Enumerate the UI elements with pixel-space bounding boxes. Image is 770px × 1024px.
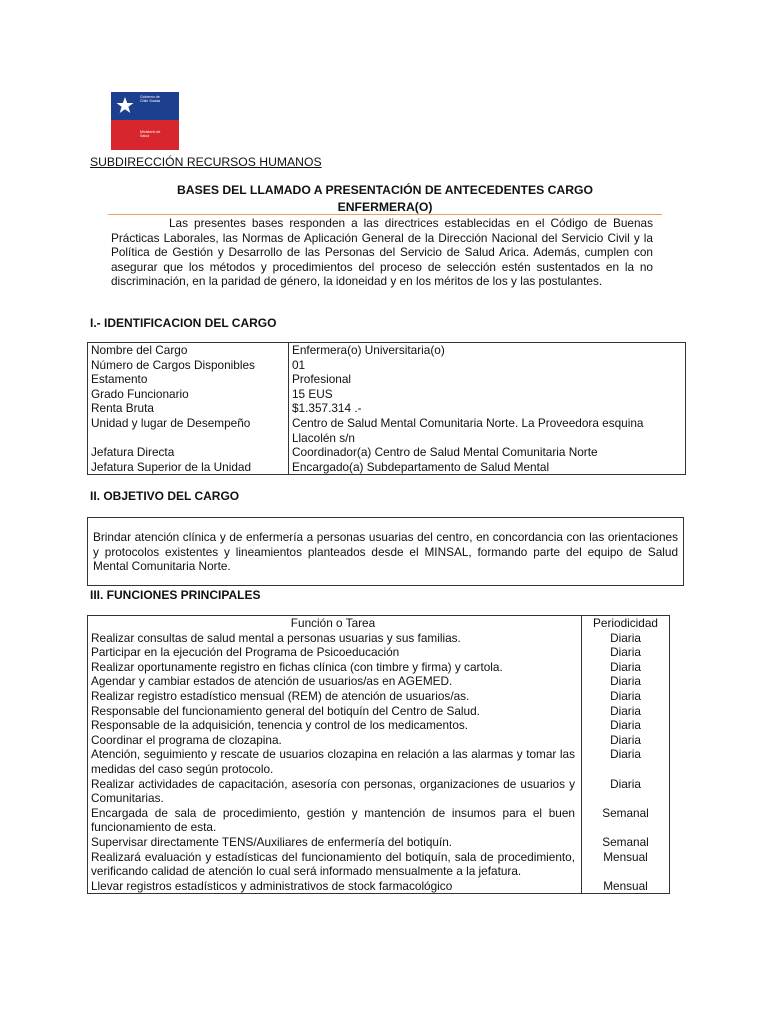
period-cell: Mensual <box>582 879 670 894</box>
period-cell: Diaria <box>582 689 670 704</box>
field-value: Coordinador(a) Centro de Salud Mental Comunitaria Norte <box>289 445 686 460</box>
field-value: Centro de Salud Mental Comunitaria Norte. La Proveedora esquina Llacolén s/n <box>289 416 686 445</box>
table-row <box>88 645 670 660</box>
task-cell: Participar en la ejecución del Programa de Psicoeducación <box>88 645 582 660</box>
logo-text-line4: Salud <box>140 134 150 138</box>
table-row <box>88 358 686 373</box>
period-cell: Diaria <box>582 747 670 776</box>
task-cell: Encargada de sala de procedimiento, gestión y mantención de insumos para el buen funcionamiento de esta. <box>88 806 582 835</box>
table-row <box>88 747 670 776</box>
table-row <box>88 401 686 416</box>
task-cell: Agendar y cambiar estados de atención de usuarios/as en AGEMED. <box>88 674 582 689</box>
field-label: Renta Bruta <box>88 401 289 416</box>
period-cell: Diaria <box>582 660 670 675</box>
intro-paragraph: Las presentes bases responden a las directrices establecidas en el Código de Buenas Prácticas Laborales, las Normas de Aplicación General de la Dirección Nacional del Servicio Civil y la Política de Gestión y Desarrollo de las Personas del Servicio de Salud Arica. Además, cumplen con asegurar que los métodos y procedimientos del proceso de selección estén sustentados en la no discriminación, en la paridad de género, la idoneidad y en los méritos de los y las postulantes. <box>111 216 653 289</box>
period-cell: Semanal <box>582 835 670 850</box>
table-row <box>88 445 686 460</box>
field-label: Nombre del Cargo <box>88 343 289 358</box>
table-row <box>88 704 670 719</box>
table-row <box>88 660 670 675</box>
field-label: Grado Funcionario <box>88 387 289 402</box>
field-value: Encargado(a) Subdepartamento de Salud Mental <box>289 460 686 475</box>
task-cell: Realizar oportunamente registro en fichas clínica (con timbre y firma) y cartola. <box>88 660 582 675</box>
task-cell: Atención, seguimiento y rescate de usuarios clozapina en relación a las alarmas y tomar las medidas del caso según protocolo. <box>88 747 582 776</box>
field-label: Estamento <box>88 372 289 387</box>
task-cell: Coordinar el programa de clozapina. <box>88 733 582 748</box>
table-row <box>88 689 670 704</box>
table-row <box>88 460 686 475</box>
period-cell: Diaria <box>582 674 670 689</box>
period-cell: Diaria <box>582 733 670 748</box>
logo-text-line2: Chile Sociaa <box>140 99 161 103</box>
funciones-header-row <box>88 616 670 631</box>
logo-text-line3: Ministerio de <box>140 130 161 134</box>
period-cell: Diaria <box>582 777 670 806</box>
field-label: Jefatura Superior de la Unidad <box>88 460 289 475</box>
table-row <box>88 718 670 733</box>
funciones-table <box>87 615 670 894</box>
period-cell: Diaria <box>582 631 670 646</box>
field-label: Número de Cargos Disponibles <box>88 358 289 373</box>
subdireccion-heading: SUBDIRECCIÓN RECURSOS HUMANOS <box>90 155 322 169</box>
period-cell: Mensual <box>582 850 670 879</box>
task-cell: Llevar registros estadísticos y administrativos de stock farmacológico <box>88 879 582 894</box>
field-value: 01 <box>289 358 686 373</box>
field-value: Profesional <box>289 372 686 387</box>
col-header-funcion: Función o Tarea <box>88 616 582 631</box>
table-row <box>88 835 670 850</box>
field-value: $1.357.314 .- <box>289 401 686 416</box>
field-label: Unidad y lugar de Desempeño <box>88 416 289 445</box>
title-divider <box>108 214 662 215</box>
table-row <box>88 372 686 387</box>
table-row <box>88 806 670 835</box>
period-cell: Diaria <box>582 718 670 733</box>
task-cell: Realizar consultas de salud mental a personas usuarias y sus familias. <box>88 631 582 646</box>
table-row <box>88 416 686 445</box>
section-3-heading: III. FUNCIONES PRINCIPALES <box>90 588 261 602</box>
field-label: Jefatura Directa <box>88 445 289 460</box>
table-row <box>88 674 670 689</box>
period-cell: Diaria <box>582 645 670 660</box>
task-cell: Supervisar directamente TENS/Auxiliares de enfermería del botiquín. <box>88 835 582 850</box>
table-row <box>88 343 686 358</box>
section-1-heading: I.- IDENTIFICACION DEL CARGO <box>90 316 277 330</box>
identificacion-table <box>87 342 686 475</box>
task-cell: Realizará evaluación y estadísticas del funcionamiento del botiquín, sala de procedimiento, verificando calidad de atención lo cual será informado mensualmente a la jefatura. <box>88 850 582 879</box>
period-cell: Semanal <box>582 806 670 835</box>
field-value: 15 EUS <box>289 387 686 402</box>
table-row <box>88 631 670 646</box>
field-value: Enfermera(o) Universitaria(o) <box>289 343 686 358</box>
table-row <box>88 850 670 879</box>
col-header-periodicidad: Periodicidad <box>582 616 670 631</box>
task-cell: Realizar actividades de capacitación, asesoría con personas, organizaciones de usuarios y Comunitarias. <box>88 777 582 806</box>
title-line-1: BASES DEL LLAMADO A PRESENTACIÓN DE ANTECEDENTES CARGO <box>177 183 593 197</box>
table-row <box>88 777 670 806</box>
gobierno-de-chile-logo <box>111 92 179 150</box>
logo-text-line1: Gobierno de <box>140 95 160 99</box>
task-cell: Responsable del funcionamiento general del botiquín del Centro de Salud. <box>88 704 582 719</box>
table-row <box>88 387 686 402</box>
table-row <box>88 879 670 894</box>
task-cell: Realizar registro estadístico mensual (REM) de atención de usuarios/as. <box>88 689 582 704</box>
document-title <box>108 182 662 216</box>
section-2-heading: II. OBJETIVO DEL CARGO <box>90 489 240 503</box>
period-cell: Diaria <box>582 704 670 719</box>
table-row <box>88 733 670 748</box>
title-line-2: ENFERMERA(O) <box>337 200 433 214</box>
objetivo-box: Brindar atención clínica y de enfermería a personas usuarias del centro, en concordancia con las orientaciones y protocolos existentes y lineamientos planteados desde el MINSAL, formando parte del equipo de Salud Mental Comunitaria Norte. <box>87 517 684 586</box>
task-cell: Responsable de la adquisición, tenencia y control de los medicamentos. <box>88 718 582 733</box>
